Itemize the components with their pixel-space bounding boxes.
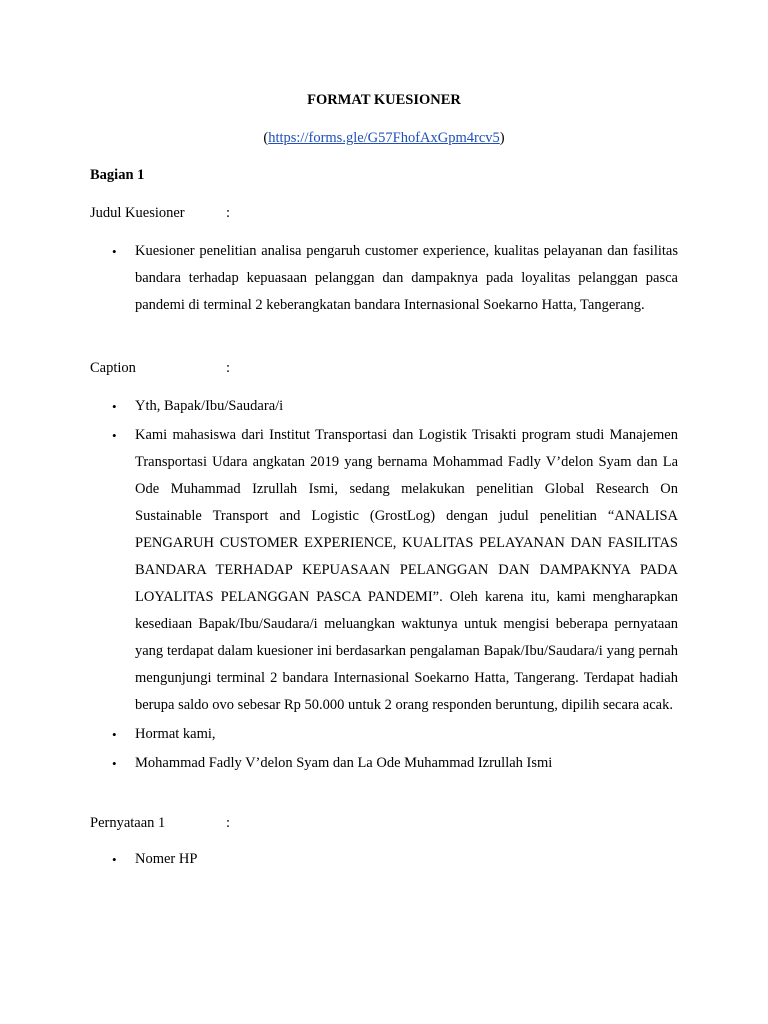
- list-item: [112, 393, 678, 420]
- pernyataan-colon: :: [226, 815, 231, 831]
- document-title: FORMAT KUESIONER: [307, 92, 461, 108]
- list-item: [112, 846, 678, 873]
- judul-colon: :: [226, 205, 231, 221]
- bullet-icon: •: [112, 727, 117, 742]
- caption-body: Kami mahasiswa dari Institut Transportasi dan Logistik Trisakti program studi Manajemen Transportasi Udara angkatan 2019 yang bernama Mohammad Fadly V’delon Syam dan La Ode Muhammad Izrullah Ismi, sedang melakukan penelitian Global Research On Sustainable Transport and Logistic (GrostLog) dengan judul penelitian “ANALISA PENGARUH CUSTOMER EXPERIENCE, KUALITAS PELAYANAN DAN FASILITAS BANDARA TERHADAP KEPUASAAN PELANGGAN DAN DAMPAKNYA PADA LOYALITAS PELANGGAN PASCA PANDEMI”. Oleh karena itu, kami mengharapkan kesediaan Bapak/Ibu/Saudara/i meluangkan waktunya untuk mengisi beberapa pernyataan yang terdapat dalam kuesioner ini berdasarkan pengalaman Bapak/Ibu/Saudara/i yang pernah mengunjungi terminal 2 bandara Internasional Soekarno Hatta, Tangerang. Terdapat hadiah berupa saldo ovo sebesar Rp 50.000 untuk 2 orang responden beruntung, dipilih secara acak.: [135, 427, 678, 713]
- link-open-paren: (: [263, 130, 269, 146]
- judul-list: [112, 238, 678, 319]
- caption-label: Caption: [90, 360, 136, 376]
- judul-label: Judul Kuesioner: [90, 205, 185, 221]
- list-item: [112, 238, 678, 319]
- pernyataan-item: Nomer HP: [135, 851, 198, 867]
- list-item: [112, 750, 678, 777]
- bullet-icon: •: [112, 399, 117, 414]
- bullet-icon: •: [112, 852, 117, 867]
- caption-closing: Hormat kami,: [135, 726, 216, 742]
- bullet-icon: •: [112, 428, 117, 443]
- bullet-icon: •: [112, 756, 117, 771]
- list-item: [112, 422, 678, 719]
- caption-colon: :: [226, 360, 231, 376]
- link-close-paren: ): [499, 130, 505, 146]
- form-link-line: [0, 130, 768, 147]
- caption-greeting: Yth, Bapak/Ibu/Saudara/i: [135, 398, 284, 414]
- bullet-icon: •: [112, 244, 117, 259]
- pernyataan-label: Pernyataan 1: [90, 815, 166, 831]
- list-item: [112, 721, 678, 748]
- form-link[interactable]: https://forms.gle/G57FhofAxGpm4rcv5: [268, 130, 500, 146]
- section-heading: Bagian 1: [90, 167, 145, 183]
- judul-text: Kuesioner penelitian analisa pengaruh customer experience, kualitas pelayanan dan fasilitas bandara terhadap kepuasaan pelanggan dan dampaknya pada loyalitas pelanggan pasca pandemi di terminal 2 keberangkatan bandara Internasional Soekarno Hatta, Tangerang.: [135, 243, 678, 313]
- caption-list: [112, 393, 678, 779]
- caption-signature: Mohammad Fadly V’delon Syam dan La Ode Muhammad Izrullah Ismi: [135, 755, 553, 771]
- pernyataan-list: [112, 846, 678, 873]
